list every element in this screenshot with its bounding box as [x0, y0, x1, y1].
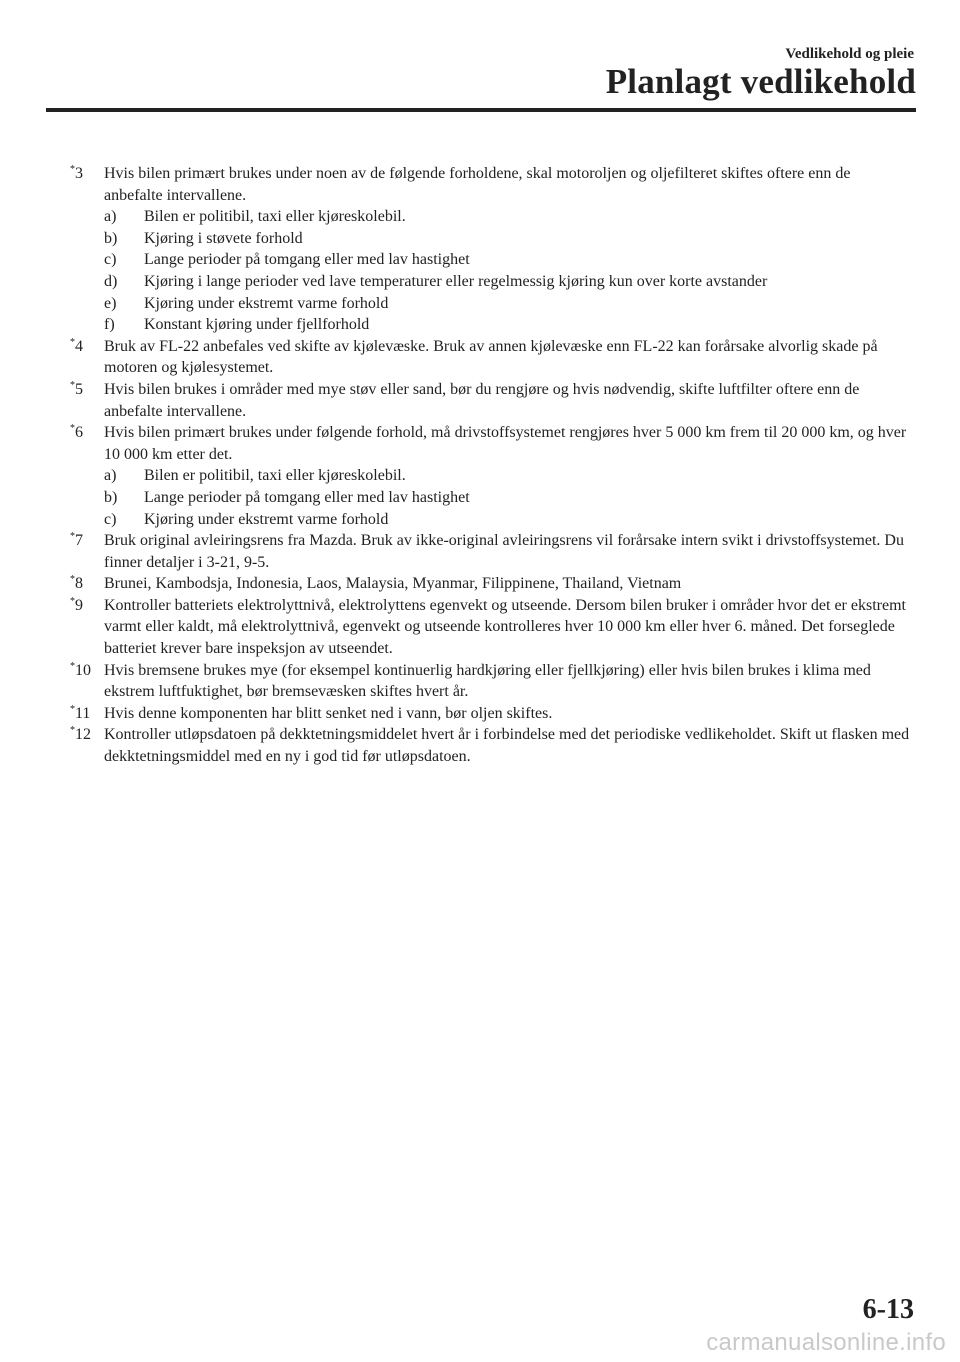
footnote-number: 10 [75, 661, 91, 679]
sub-item-label: a) [104, 467, 117, 485]
footnote-sub-item [104, 487, 912, 509]
footnote-sub-item [104, 509, 912, 531]
sub-item-label: d) [104, 272, 118, 290]
footnote-4 [70, 336, 912, 379]
footnote-asterisk: * [70, 379, 75, 391]
sub-item-label: c) [104, 510, 117, 528]
sub-item-label: b) [104, 229, 118, 247]
footnote-asterisk: * [70, 725, 75, 737]
footnote-text: Hvis denne komponenten har blitt senket ned i vann, bør oljen skiftes. [104, 704, 553, 722]
footnote-11 [70, 703, 912, 725]
footnote-8 [70, 573, 912, 595]
sub-item-label: f) [104, 316, 115, 334]
watermark-text: carmanualsonline.info [706, 1329, 946, 1356]
footnote-asterisk: * [70, 531, 75, 543]
sub-item-label: a) [104, 208, 117, 226]
footnote-asterisk: * [70, 423, 75, 435]
footnote-number: 7 [75, 532, 83, 550]
footnote-asterisk: * [70, 660, 75, 672]
footnote-text: Kontroller batteriets elektrolyttnivå, elektrolyttens egenvekt og utseende. Dersom bilen bruker i områder hvor det er ekstremt varmt eller kaldt, må elektrolyttnivå, egenvekt og utseende kontrolleres hver 10 000 km eller hver 6. måned. Det forseglede batteriet krever bare inspeksjon av utseendet. [104, 596, 906, 658]
footnote-marker [70, 336, 83, 358]
footnote-sub-item [104, 314, 912, 336]
footnote-text: Bruk original avleiringsrens fra Mazda. Bruk av ikke-original avleiringsrens vil forårsake intern svikt i drivstoffsystemet. Du finner detaljer i 3-21, 9-5. [104, 532, 904, 571]
footnote-number: 3 [75, 165, 83, 182]
footnote-sub-item [104, 249, 912, 271]
footnote-marker [70, 595, 83, 617]
footnote-asterisk: * [70, 164, 75, 175]
footnote-marker [70, 703, 90, 725]
footnote-sub-item [104, 228, 912, 250]
footnote-text: Kontroller utløpsdatoen på dekktetningsmiddelet hvert år i forbindelse med det periodiske vedlikeholdet. Skift ut flasken med dekktetningsmiddel med en ny i god tid før utløpsdatoen. [104, 726, 910, 766]
sub-item-label: b) [104, 488, 118, 506]
footnote-marker [70, 724, 91, 746]
page-title: Planlagt vedlikehold [605, 62, 916, 101]
footnote-asterisk: * [70, 595, 75, 607]
footnote-number: 5 [75, 380, 83, 398]
section-title: Vedlikehold og pleie [785, 46, 914, 62]
footnote-sub-item [104, 465, 912, 487]
footnote-7 [70, 530, 912, 573]
footnote-marker [70, 163, 83, 185]
footnote-3 [70, 163, 912, 336]
page-number: 6-13 [862, 1294, 914, 1325]
sub-item-text: Kjøring under ekstremt varme forhold [144, 294, 389, 312]
footnote-text: Hvis bremsene brukes mye (for eksempel kontinuerlig hardkjøring eller fjellkjøring) eller hvis bilen brukes i klima med ekstrem luftfuktighet, bør bremsevæsken skiftes hvert år. [104, 661, 871, 701]
sub-item-text: Kjøring i støvete forhold [144, 229, 303, 247]
footnote-number: 11 [75, 704, 91, 722]
footnote-number: 9 [75, 596, 83, 614]
footnote-marker [70, 530, 83, 552]
footnote-number: 8 [75, 575, 83, 593]
footnote-asterisk: * [70, 574, 75, 586]
header-divider [46, 108, 916, 112]
footnote-asterisk: * [70, 336, 75, 348]
sub-item-text: Kjøring i lange perioder ved lave temperaturer eller regelmessig kjøring kun over korte avstander [144, 272, 768, 290]
footnote-text: Hvis bilen brukes i områder med mye støv eller sand, bør du rengjøre og hvis nødvendig, skifte luftfilter oftere enn de anbefalte intervallene. [104, 380, 860, 420]
footnotes-list [70, 163, 912, 768]
sub-item-text: Bilen er politibil, taxi eller kjøreskolebil. [144, 467, 406, 485]
footnote-asterisk: * [70, 703, 75, 715]
footnote-sub-item [104, 293, 912, 315]
footnote-number: 4 [75, 337, 83, 355]
sub-item-text: Lange perioder på tomgang eller med lav hastighet [144, 251, 470, 269]
sub-item-text: Kjøring under ekstremt varme forhold [144, 510, 389, 528]
footnote-marker [70, 379, 83, 401]
sub-item-text: Konstant kjøring under fjellforhold [144, 316, 370, 334]
footnote-marker [70, 660, 91, 682]
sub-item-text: Lange perioder på tomgang eller med lav hastighet [144, 488, 470, 506]
footnote-text: Bruk av FL-22 anbefales ved skifte av kjølevæske. Bruk av annen kjølevæske enn FL-22 kan forårsake alvorlig skade på motoren og kjølesystemet. [104, 337, 878, 377]
footnote-number: 6 [75, 424, 83, 442]
footnote-5 [70, 379, 912, 422]
footnote-text: Hvis bilen primært brukes under følgende forhold, må drivstoffsystemet rengjøres hver 5 000 km frem til 20 000 km, og hver 10 000 km etter det. [104, 424, 907, 463]
footnote-10 [70, 660, 912, 703]
footnote-sub-item [104, 271, 912, 293]
sub-item-label: c) [104, 251, 117, 269]
footnote-sub-item [104, 206, 912, 228]
footnote-marker [70, 422, 83, 444]
footnote-6 [70, 422, 912, 530]
sub-item-text: Bilen er politibil, taxi eller kjøreskolebil. [144, 208, 406, 226]
footnote-9 [70, 595, 912, 660]
footnote-marker [70, 573, 83, 595]
footnote-text: Hvis bilen primært brukes under noen av de følgende forholdene, skal motoroljen og oljefilteret skiftes oftere enn de anbefalte intervallene. [104, 165, 851, 204]
sub-item-label: e) [104, 294, 117, 312]
footnote-number: 12 [75, 726, 91, 744]
footnote-text: Brunei, Kambodsja, Indonesia, Laos, Malaysia, Myanmar, Filippinene, Thailand, Vietnam [104, 575, 682, 593]
footnote-12 [70, 724, 912, 767]
